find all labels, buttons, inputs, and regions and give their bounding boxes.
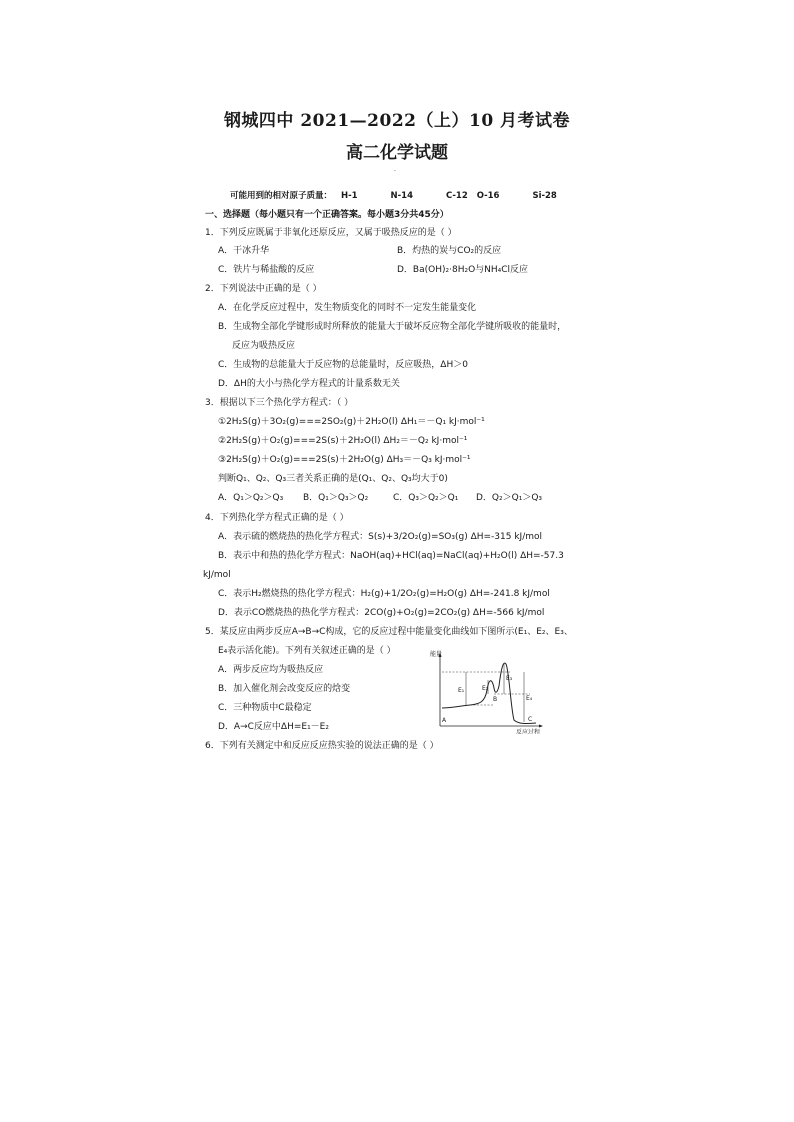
q3-judge: 判断Q₁、Q₂、Q₃三者关系正确的是(Q₁、Q₂、Q₃均大于0) [218, 474, 448, 484]
q4-option-b-cont: kJ/mol [203, 570, 231, 580]
label-e2: E₂ [482, 685, 489, 692]
atomic-masses-label: 可能用到的相对原子质量： [230, 191, 333, 201]
energy-profile-svg [430, 650, 545, 734]
q3-option-a: A．Q₁＞Q₂＞Q₃ [218, 493, 284, 503]
atomic-mass-h: H-1 [340, 191, 358, 201]
q2-stem: 2．下列说法中正确的是（ ） [205, 284, 322, 294]
q3-stem: 3．根据以下三个热化学方程式：（ ） [205, 398, 354, 408]
q2-option-b: B．生成物全部化学键形成时所释放的能量大于破坏反应物全部化学键所吸收的能量时， [218, 322, 567, 332]
label-e1: E₁ [458, 687, 465, 694]
q5-option-c: C．三种物质中C最稳定 [218, 703, 312, 713]
atomic-mass-o: O-16 [476, 191, 500, 201]
q2-option-b-cont: 反应为吸热反应 [232, 341, 296, 351]
q2-option-a: A．在化学反应过程中，发生物质变化的同时不一定发生能量变化 [218, 303, 477, 313]
label-e3: E₃ [506, 675, 513, 682]
exam-subtitle: 高二化学试题 [346, 143, 448, 163]
y-axis-label: 能量 [430, 651, 443, 658]
paragraph-mark: ⸱ [394, 167, 396, 175]
q5-stem: 5．某反应由两步反应A→B→C构成，它的反应过程中能量变化曲线如下图所示(E₁、E₂、E₃、 [205, 627, 573, 637]
q5-option-a: A．两步反应均为吸热反应 [218, 665, 324, 675]
q2-option-c: C．生成物的总能量大于反应物的总能量时，反应吸热，ΔH＞0 [218, 360, 468, 370]
q3-equation-1: ①2H₂S(g)＋3O₂(g)===2SO₂(g)＋2H₂O(l) ΔH₁＝－Q₁ kJ·mol⁻¹ [218, 417, 485, 427]
q5-option-d: D．A→C反应中ΔH=E₁－E₂ [218, 722, 329, 732]
q3-equation-2: ②2H₂S(g)＋O₂(g)===2S(s)＋2H₂O(l) ΔH₂＝－Q₂ kJ·mol⁻¹ [218, 436, 468, 446]
q6-stem: 6．下列有关测定中和反应反应热实验的说法正确的是（ ） [205, 741, 439, 751]
q4-stem: 4．下列热化学方程式正确的是（ ） [205, 513, 349, 523]
label-e4: E₄ [526, 695, 533, 702]
q1-option-d: D．Ba(OH)₂·8H₂O与NH₄Cl反应 [397, 265, 529, 275]
q3-equation-3: ③2H₂S(g)＋O₂(g)===2S(s)＋2H₂O(g) ΔH₃＝－Q₃ kJ·mol⁻¹ [218, 455, 471, 465]
energy-profile-diagram [430, 650, 545, 734]
q4-option-c: C．表示H₂燃烧热的热化学方程式：H₂(g)+1/2O₂(g)=H₂O(g) ΔH=-241.8 kJ/mol [218, 589, 550, 599]
exam-title: 钢城四中 2021—2022（上）10 月考试卷 [223, 111, 571, 131]
q4-option-b: B．表示中和热的热化学方程式：NaOH(aq)+HCl(aq)=NaCl(aq)+H₂O(l) ΔH=-57.3 [218, 551, 564, 561]
x-axis-arrow [539, 725, 543, 728]
atomic-mass-si: Si-28 [532, 191, 557, 201]
q3-option-b: B．Q₁＞Q₃＞Q₂ [303, 493, 369, 503]
atomic-masses-line [230, 189, 563, 201]
x-axis-label: 反应过程 [516, 729, 541, 734]
q1-stem: 1．下列反应既属于非氧化还原反应，又属于吸热反应的是（ ） [205, 228, 457, 238]
q1-option-b: B．灼热的炭与CO₂的反应 [397, 246, 502, 256]
q5-option-b: B．加入催化剂会改变反应的焓变 [218, 684, 351, 694]
label-a: A [442, 717, 447, 724]
section-heading: 一、选择题（每小题只有一个正确答案。每小题3分共45分） [205, 210, 449, 220]
q4-option-d: D．表示CO燃烧热的热化学方程式：2CO(g)+O₂(g)=2CO₂(g) ΔH=-566 kJ/mol [218, 608, 545, 618]
q2-option-d: D．ΔH的大小与热化学方程式的计量系数无关 [218, 379, 400, 389]
q3-option-d: D．Q₂＞Q₁＞Q₃ [476, 493, 543, 503]
atomic-mass-c: C-12 [445, 191, 468, 201]
atomic-mass-n: N-14 [390, 191, 413, 201]
q4-option-a: A．表示硫的燃烧热的热化学方程式：S(s)+3/2O₂(g)=SO₃(g) ΔH=-315 kJ/mol [218, 532, 543, 542]
q1-option-c: C．铁片与稀盐酸的反应 [218, 265, 315, 275]
label-c: C [528, 716, 533, 723]
q3-option-c: C．Q₃＞Q₂＞Q₁ [393, 493, 459, 503]
q1-option-a: A．干冰升华 [218, 246, 270, 256]
q5-stem-cont: E₄表示活化能)。下列有关叙述正确的是（ ） [218, 646, 396, 656]
label-b: B [493, 696, 498, 703]
